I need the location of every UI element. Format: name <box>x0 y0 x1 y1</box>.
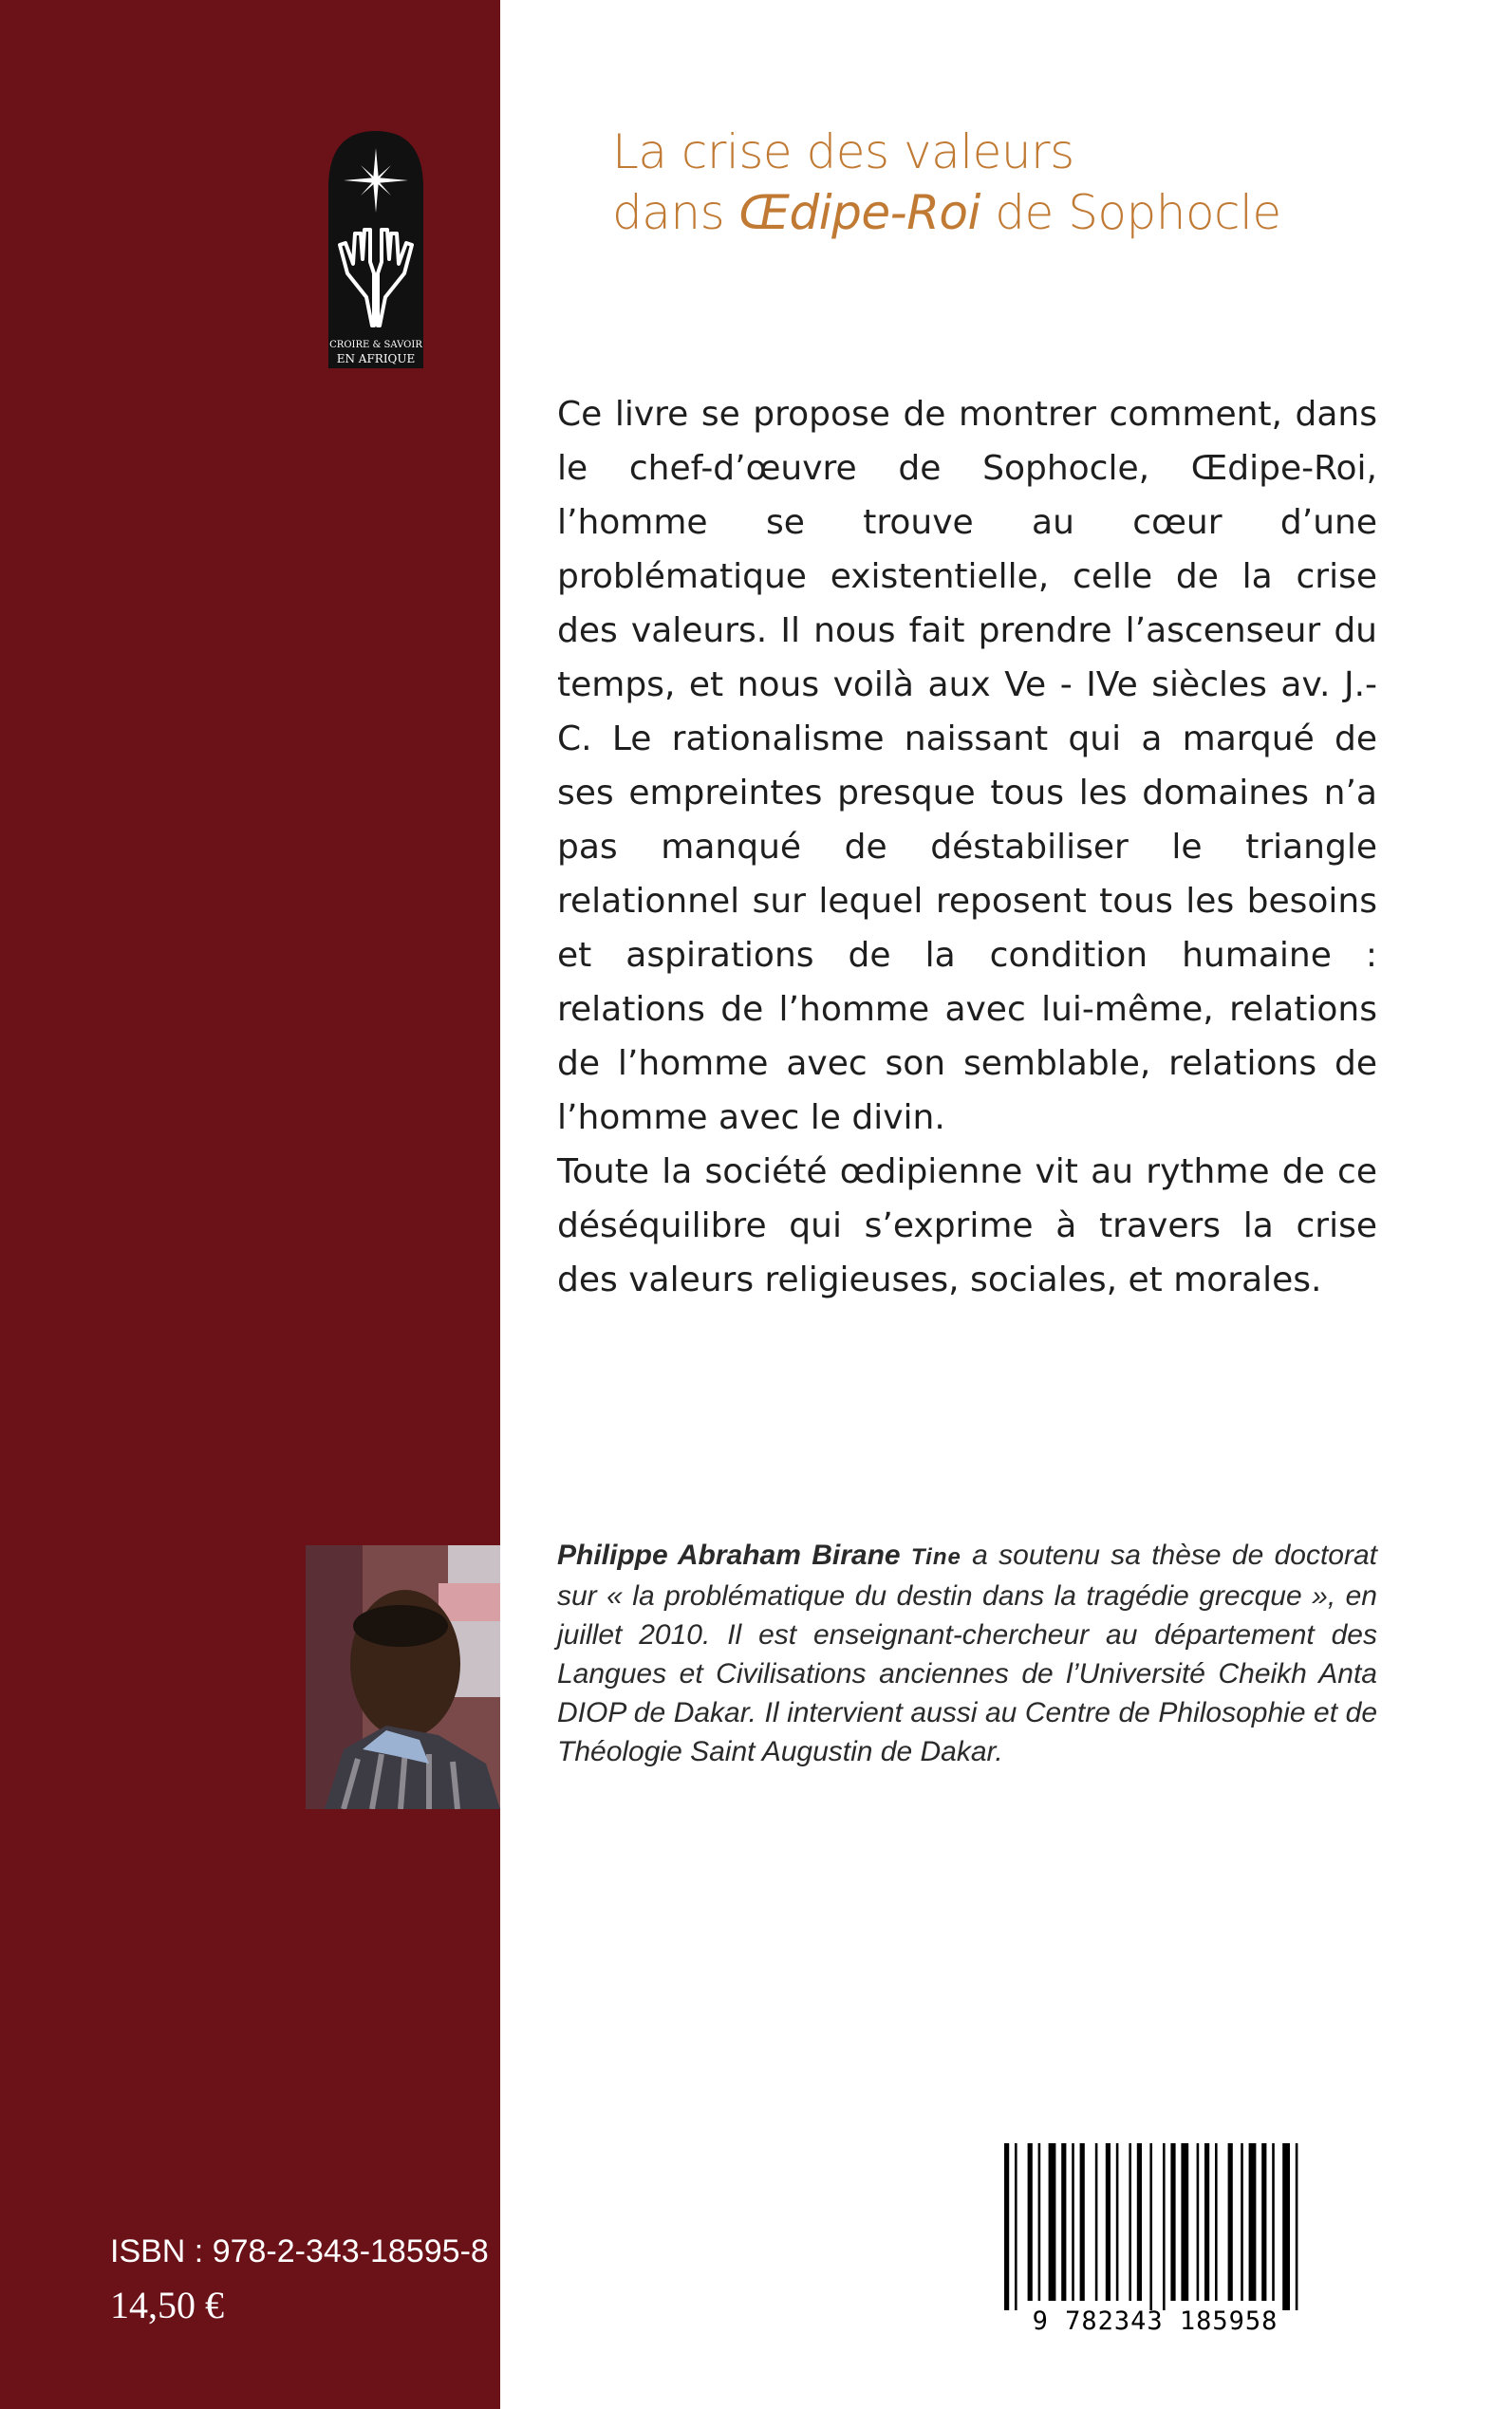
barcode-bar <box>1204 2143 1209 2301</box>
barcode-bar <box>1106 2143 1111 2301</box>
barcode-bar <box>1282 2143 1290 2310</box>
barcode-bar <box>1061 2143 1066 2301</box>
barcode-bar <box>1129 2143 1131 2301</box>
barcode-bar <box>1038 2143 1041 2301</box>
blurb-paragraph: Ce livre se propose de montrer comment, dans le chef-d’œuvre de Sophocle, Œdipe-Roi, l’homme se trouve au cœur d’une problématique existentielle, celle de la crise des valeurs. Il nous fait prendre l’ascenseur du temps, et nous voilà aux Ve - IVe siècles av. J.-C. Le rationalisme naissant qui a marqué de ses empreintes presque tous les domaines n’a pas manqué de déstabiliser le triangle relationnel sur lequel reposent tous les besoins et aspirations de la condition humaine : relations de l’homme avec lui-même, relations de l’homme avec son semblable, relations de l’homme avec le divin. <box>557 395 1377 1137</box>
title-line1: La crise des valeurs <box>612 124 1074 179</box>
author-photo <box>306 1545 500 1809</box>
sidebar-panel <box>0 0 500 2409</box>
barcode-bar <box>1296 2143 1298 2310</box>
barcode-bar <box>1261 2143 1266 2301</box>
barcode-bar <box>1149 2143 1152 2310</box>
barcode-bar <box>1015 2143 1017 2310</box>
bio-surname: Tine <box>910 1544 961 1570</box>
barcode-digits: 9 782343 185958 <box>1032 2306 1279 2336</box>
barcode-bar <box>1137 2143 1142 2301</box>
logo-text-line2: EN AFRIQUE <box>336 352 416 365</box>
barcode-bar <box>1080 2143 1085 2301</box>
title-line2 <box>612 182 1281 243</box>
barcode-bar <box>1228 2143 1233 2301</box>
title-line2-suffix: de Sophocle <box>980 185 1281 240</box>
author-bio <box>557 1536 1377 1771</box>
isbn: ISBN : 978-2-343-18595-8 <box>110 2233 489 2269</box>
barcode-bar <box>1028 2143 1033 2301</box>
barcode-bar <box>1163 2143 1166 2310</box>
barcode-bar <box>1095 2143 1098 2301</box>
barcode-bar <box>1249 2143 1257 2301</box>
bio-given-name: Philippe Abraham Birane <box>557 1540 911 1571</box>
blurb-paragraph: Toute la société œdipienne vit au rythme de ce déséquilibre qui s’exprime à travers la crise des valeurs religieuses, sociales, et morales. <box>557 1152 1377 1299</box>
barcode-bar <box>1170 2143 1175 2301</box>
barcode-bar <box>1072 2143 1074 2301</box>
barcode-bar <box>1116 2143 1119 2301</box>
bio-text: a soutenu sa thèse de doctorat sur « la problématique du destin dans la tragédie grecque », en juillet 2010. Il est enseignant-chercheur au département des Langues et Civilisations anciennes de l’Université Cheikh Anta DIOP de Dakar. Il intervient aussi au Centre de Philosophie et de Théologie Saint Augustin de Dakar. <box>557 1540 1377 1767</box>
barcode-bar <box>1197 2143 1200 2301</box>
collection-logo <box>319 131 433 397</box>
title-work-name: Œdipe-Roi <box>738 185 980 240</box>
barcode-bar <box>1049 2143 1056 2301</box>
price: 14,50 € <box>110 2284 224 2326</box>
barcode-bar <box>1272 2143 1275 2301</box>
book-title <box>612 121 1281 243</box>
bio-author-name <box>557 1540 961 1571</box>
barcode-bar <box>1215 2143 1218 2301</box>
title-line2-prefix: dans <box>612 185 739 240</box>
barcode <box>987 2143 1324 2343</box>
book-blurb <box>557 387 1377 1307</box>
logo-text-line1: CROIRE & SAVOIR <box>329 340 422 350</box>
barcode-bar <box>1004 2143 1009 2310</box>
barcode-bar <box>1241 2143 1243 2301</box>
barcode-bar <box>1181 2143 1188 2301</box>
